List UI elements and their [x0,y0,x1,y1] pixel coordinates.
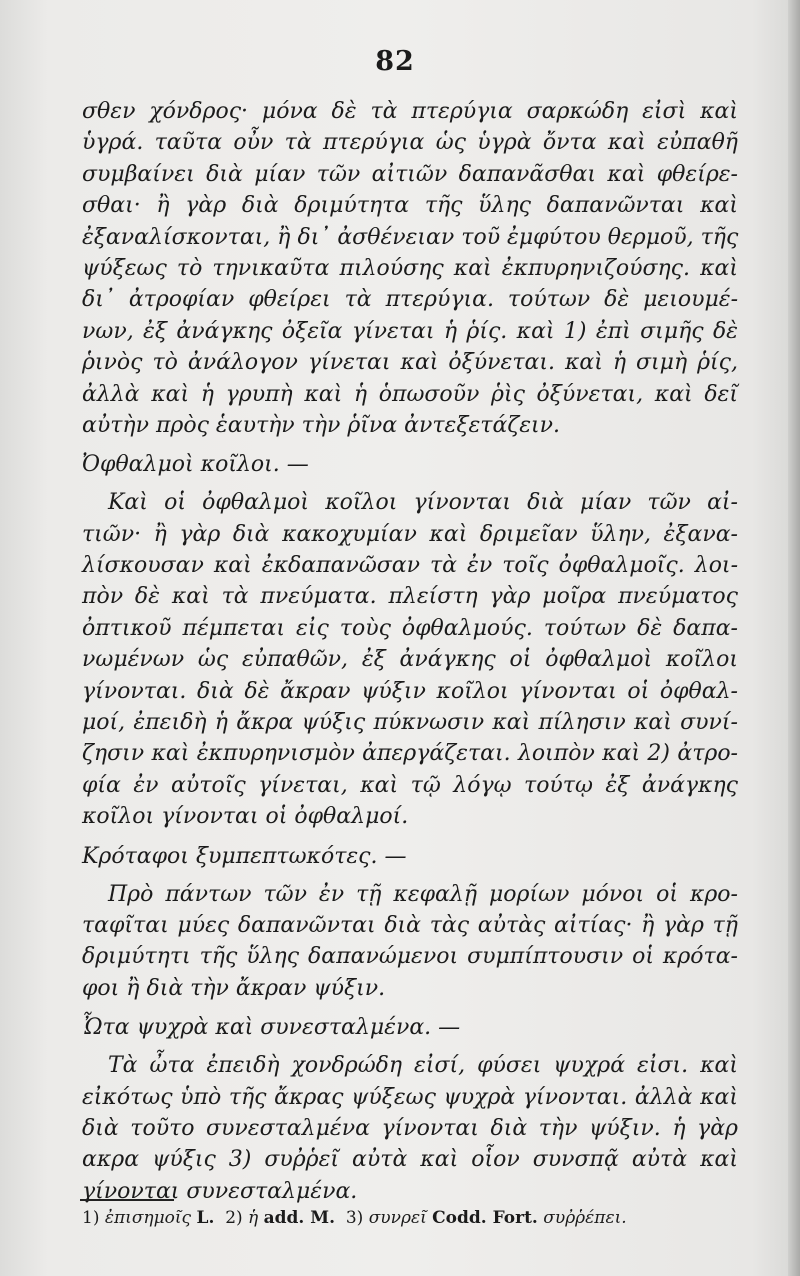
footnote-text: συῤῥέπει. [543,1208,627,1228]
section-eyes [82,445,738,832]
text-line: γίνονται. διὰ δὲ ἄκραν ψύξιν κοῖλοι γίνονται οἱ ὀφθαλ- [82,678,738,704]
paragraph [82,96,738,441]
text-line: λίσκουσαν καὶ ἐκδαπανῶσαν τὰ ἐν τοῖς ὀφθαλμοῖς. λοι- [82,553,738,579]
footnotes [82,1208,742,1228]
footnote-text: συνρεῖ [368,1208,427,1228]
text-line: ταφῖται μύες δαπανῶνται διὰ τὰς αὐτὰς αἰτίας· ἢ γὰρ τῇ [82,912,738,938]
footnote-siglum: Codd. Fort. [432,1208,538,1228]
footnote-number: 2) [225,1208,243,1228]
footnote-siglum: L. [196,1208,215,1228]
section-heading: Κρόταφοι ξυμπεπτωκότες. — [82,843,407,869]
section-heading: Ὦτα ψυχρὰ καὶ συνεσταλμένα. — [82,1015,461,1041]
text-line: ἐξαναλίσκονται, ἢ δι᾽ ἀσθένειαν τοῦ ἐμφύτου θερμοῦ, τῆς [82,224,739,250]
text-line: αὐτὴν πρὸς ἑαυτὴν τὴν ῥῖνα ἀντεξετάζειν. [82,412,561,438]
page-number: 82 [375,46,415,77]
text-line: Τὰ ὦτα ἐπειδὴ χονδρώδη εἰσί, φύσει ψυχρά εἰσι. καὶ [108,1053,738,1079]
page-body [82,96,738,1207]
text-line: Πρὸ πάντων τῶν ἐν τῇ κεφαλῇ μορίων μόνοι οἱ κρο- [108,881,738,907]
text-line: ἀλλὰ καὶ ἡ γρυπὴ καὶ ἡ ὁπωσοῦν ῥὶς ὀξύνεται, καὶ δεῖ [82,381,738,407]
footnote-number: 1) [82,1208,100,1228]
text-line: γίνονται συνεσταλμένα. [82,1178,358,1204]
text-line: σθεν χόνδρος· μόνα δὲ τὰ πτερύγια σαρκώδη εἰσὶ καὶ [82,99,738,124]
text-line: δριμύτητι τῆς ὕλης δαπανώμενοι συμπίπτουσιν οἱ κρότα- [82,944,738,970]
text-line: ακρα ψύξις 3) συῤῥεῖ αὐτὰ καὶ οἷον συνσπᾷ αὐτὰ καὶ [82,1147,738,1173]
text-line: δι᾽ ἀτροφίαν φθείρει τὰ πτερύγια. τούτων δὲ μειουμέ- [82,287,738,313]
section-heading: Ὀφθαλμοὶ κοῖλοι. — [82,452,309,478]
text-line: φία ἐν αὐτοῖς γίνεται, καὶ τῷ λόγῳ τούτῳ ἐξ ἀνάγκης [82,772,738,798]
text-line: συμβαίνει διὰ μίαν τῶν αἰτιῶν δαπανᾶσθαι καὶ φθείρε- [82,161,738,187]
text-line: ζησιν καὶ ἐκπυρηνισμὸν ἀπεργάζεται. λοιπὸν καὶ 2) ἀτρο- [82,741,738,767]
text-line: μοί, ἐπειδὴ ἡ ἄκρα ψύξις πύκνωσιν καὶ πίλησιν καὶ συνί- [82,710,738,736]
text-line: κοῖλοι γίνονται οἱ ὀφθαλμοί. [82,804,409,830]
section-ears [82,1008,738,1207]
text-line: φοι ἢ διὰ τὴν ἄκραν ψύξιν. [82,975,386,1001]
text-line: ὀπτικοῦ πέμπεται εἰς τοὺς ὀφθαλμούς. τούτων δὲ δαπα- [82,615,738,641]
text-line: εἰκότως ὑπὸ τῆς ἄκρας ψύξεως ψυχρὰ γίνονται. ἀλλὰ καὶ [82,1084,738,1110]
text-line: Καὶ οἱ ὀφθαλμοὶ κοῖλοι γίνονται διὰ μίαν τῶν αἰ- [108,490,738,516]
footnote-siglum: add. M. [263,1208,336,1228]
footnote-number: 3) [345,1208,364,1228]
text-line: σθαι· ἢ γὰρ διὰ δριμύτητα τῆς ὕλης δαπανῶνται καὶ [82,193,738,219]
text-line: νων, ἐξ ἀνάγκης ὀξεῖα γίνεται ἡ ῥίς. καὶ 1) ἐπὶ σιμῆς δὲ [82,318,738,344]
text-line: διὰ τοῦτο συνεσταλμένα γίνονται διὰ τὴν ψύξιν. ἡ γὰρ [82,1115,738,1141]
text-line: νωμένων ὡς εὐπαθῶν, ἐξ ἀνάγκης οἱ ὀφθαλμοὶ κοῖλοι [82,647,738,673]
text-line: ψύξεως τὸ τηνικαῦτα πιλούσης καὶ ἐκπυρηνιζούσης. καὶ [82,255,738,281]
section-temples [82,837,738,1005]
footnote-divider [80,1199,174,1201]
text-line: ῥινὸς τὸ ἀνάλογον γίνεται καὶ ὀξύνεται. καὶ ἡ σιμὴ ῥίς, [82,350,738,376]
page-edge-shadow [788,0,800,1276]
text-line: πὸν δὲ καὶ τὰ πνεύματα. πλείστη γὰρ μοῖρα πνεύματος [82,584,738,610]
text-line: ὑγρά. ταῦτα οὖν τὰ πτερύγια ὡς ὑγρὰ ὄντα καὶ εὐπαθῆ [82,130,738,156]
text-line: τιῶν· ἢ γὰρ διὰ κακοχυμίαν καὶ δριμεῖαν ὕλην, ἐξανα- [82,521,738,547]
footnote-text: ἡ [248,1208,259,1228]
footnote-text: ἐπισημοῖς [104,1208,192,1228]
